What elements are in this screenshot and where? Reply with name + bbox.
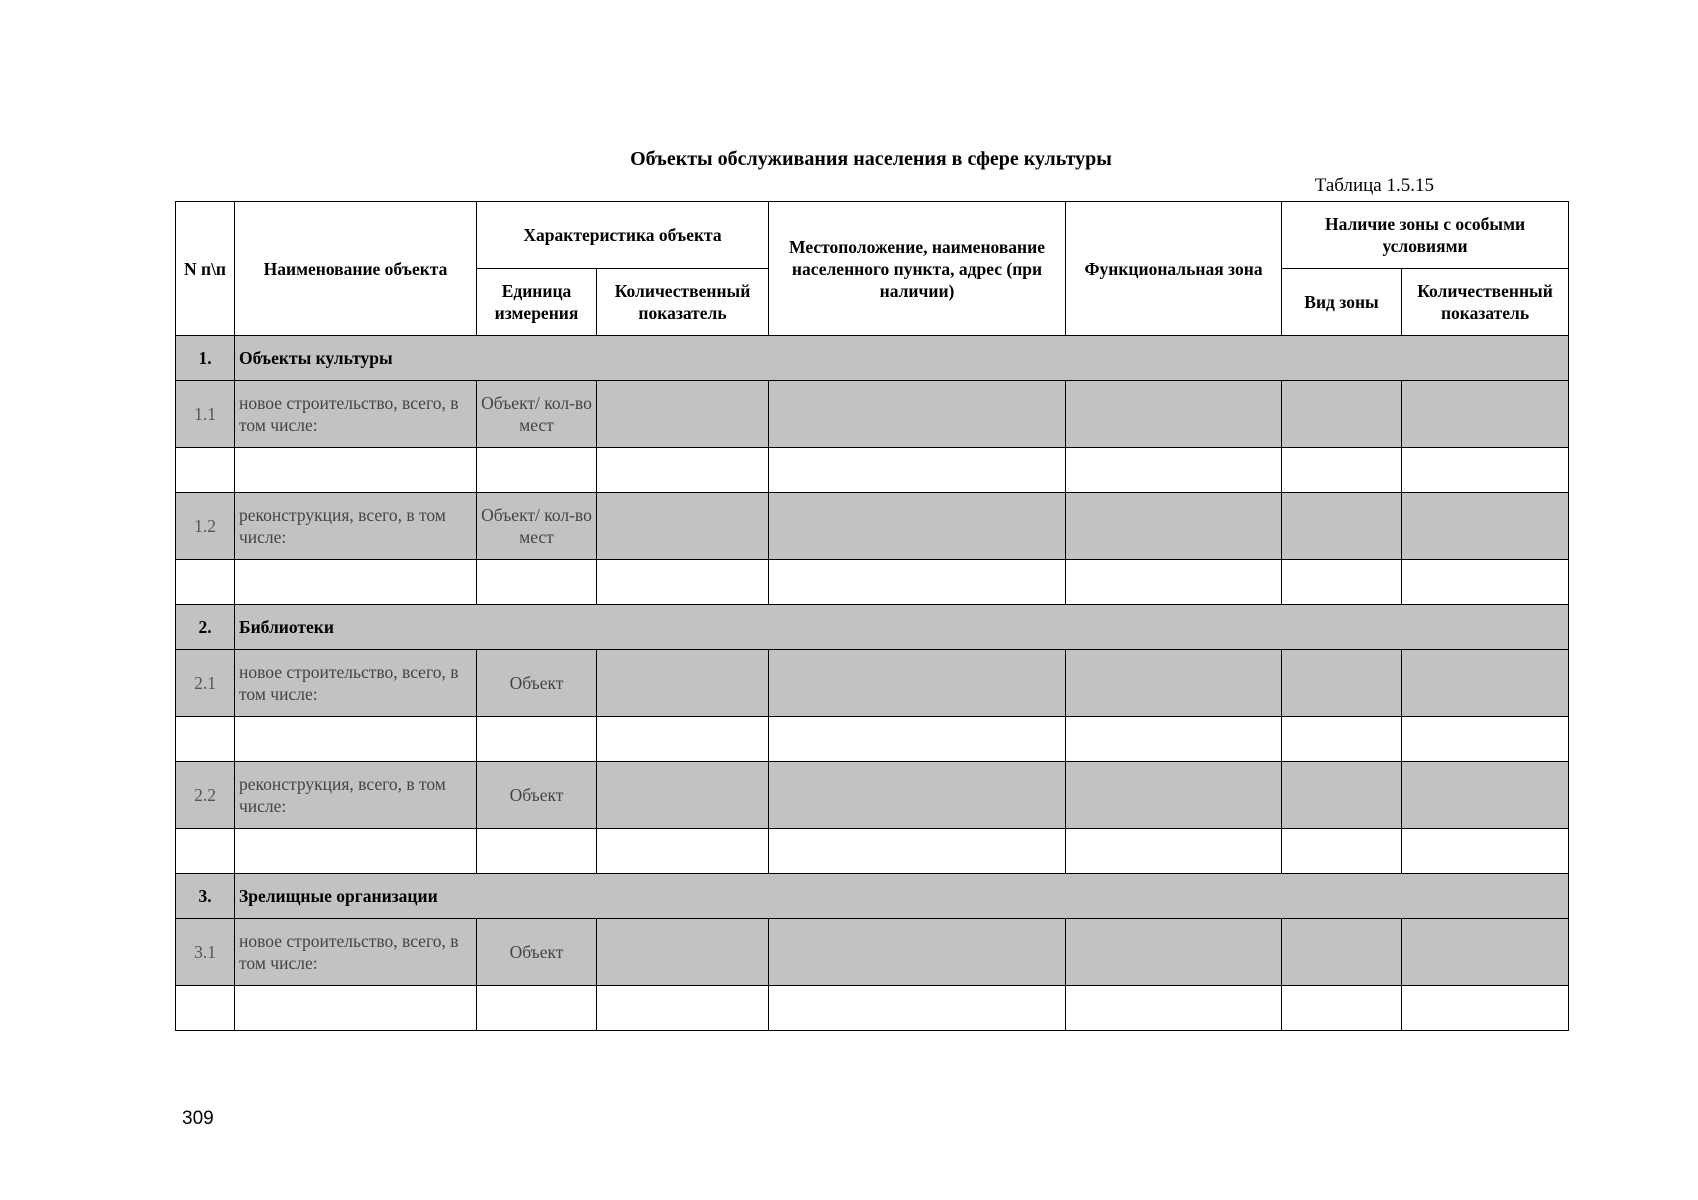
blank-cell (597, 829, 769, 874)
item-row (176, 650, 1569, 717)
blank-cell (176, 717, 235, 762)
blank-cell (477, 986, 597, 1031)
item-row (176, 919, 1569, 986)
item-number: 3.1 (176, 919, 235, 986)
blank-cell (477, 829, 597, 874)
blank-cell (769, 717, 1066, 762)
blank-row (176, 448, 1569, 493)
item-zone-type-cell (1282, 381, 1402, 448)
header-function-zone: Функциональная зона (1066, 202, 1282, 336)
item-quantity-cell (597, 762, 769, 829)
blank-cell (597, 986, 769, 1031)
header-zone-type: Вид зоны (1282, 269, 1402, 336)
item-unit: Объект/ кол-во мест (477, 381, 597, 448)
blank-row (176, 717, 1569, 762)
item-name: реконструкция, всего, в том числе: (235, 762, 477, 829)
blank-cell (1282, 560, 1402, 605)
blank-cell (235, 560, 477, 605)
item-location-cell (769, 762, 1066, 829)
blank-cell (1066, 829, 1282, 874)
blank-cell (1282, 829, 1402, 874)
table-number: Таблица 1.5.15 (1314, 175, 1434, 196)
blank-cell (235, 717, 477, 762)
group-number: 1. (176, 336, 235, 381)
blank-cell (597, 448, 769, 493)
blank-cell (769, 560, 1066, 605)
blank-cell (1282, 448, 1402, 493)
blank-cell (1402, 560, 1569, 605)
blank-cell (477, 717, 597, 762)
item-name: новое строительство, всего, в том числе: (235, 381, 477, 448)
blank-cell (477, 560, 597, 605)
group-number: 2. (176, 605, 235, 650)
blank-cell (1282, 717, 1402, 762)
blank-cell (769, 829, 1066, 874)
item-zone-type-cell (1282, 762, 1402, 829)
item-location-cell (769, 919, 1066, 986)
blank-cell (597, 560, 769, 605)
blank-cell (235, 829, 477, 874)
item-row (176, 381, 1569, 448)
item-zone-quantity-cell (1402, 493, 1569, 560)
blank-row (176, 986, 1569, 1031)
item-zone-quantity-cell (1402, 919, 1569, 986)
blank-cell (176, 448, 235, 493)
blank-row (176, 829, 1569, 874)
item-zone-quantity-cell (1402, 381, 1569, 448)
item-name: реконструкция, всего, в том числе: (235, 493, 477, 560)
item-row (176, 762, 1569, 829)
item-function-zone-cell (1066, 919, 1282, 986)
item-number: 2.1 (176, 650, 235, 717)
blank-cell (1402, 717, 1569, 762)
blank-cell (1402, 829, 1569, 874)
group-row (176, 605, 1569, 650)
item-unit: Объект (477, 650, 597, 717)
item-zone-type-cell (1282, 919, 1402, 986)
header-name: Наименование объекта (235, 202, 477, 336)
group-row (176, 336, 1569, 381)
group-name: Объекты культуры (235, 336, 1569, 381)
header-location: Местоположение, наименование населенного пункта, адрес (при наличии) (769, 202, 1066, 336)
blank-cell (1066, 986, 1282, 1031)
header-num: N п\п (176, 202, 235, 336)
item-number: 2.2 (176, 762, 235, 829)
header-characteristic: Характеристика объекта (477, 202, 769, 269)
item-function-zone-cell (1066, 762, 1282, 829)
item-unit: Объект (477, 762, 597, 829)
item-row (176, 493, 1569, 560)
blank-cell (235, 448, 477, 493)
item-location-cell (769, 650, 1066, 717)
blank-cell (769, 448, 1066, 493)
blank-cell (1402, 986, 1569, 1031)
group-name: Зрелищные организации (235, 874, 1569, 919)
blank-cell (477, 448, 597, 493)
blank-cell (176, 560, 235, 605)
item-zone-quantity-cell (1402, 650, 1569, 717)
header-zone-quantity: Количественный показатель (1402, 269, 1569, 336)
item-quantity-cell (597, 493, 769, 560)
blank-cell (176, 986, 235, 1031)
item-zone-type-cell (1282, 493, 1402, 560)
header-row-top (176, 202, 1569, 269)
item-quantity-cell (597, 381, 769, 448)
item-location-cell (769, 493, 1066, 560)
item-name: новое строительство, всего, в том числе: (235, 650, 477, 717)
item-zone-quantity-cell (1402, 762, 1569, 829)
item-number: 1.1 (176, 381, 235, 448)
blank-cell (1066, 448, 1282, 493)
item-function-zone-cell (1066, 493, 1282, 560)
item-name: новое строительство, всего, в том числе: (235, 919, 477, 986)
blank-cell (597, 717, 769, 762)
item-unit: Объект (477, 919, 597, 986)
group-number: 3. (176, 874, 235, 919)
item-quantity-cell (597, 650, 769, 717)
blank-cell (1282, 986, 1402, 1031)
item-function-zone-cell (1066, 650, 1282, 717)
blank-cell (1066, 717, 1282, 762)
group-name: Библиотеки (235, 605, 1569, 650)
blank-row (176, 560, 1569, 605)
page-number: 309 (182, 1108, 214, 1129)
header-unit: Единица измерения (477, 269, 597, 336)
item-zone-type-cell (1282, 650, 1402, 717)
item-number: 1.2 (176, 493, 235, 560)
blank-cell (1066, 560, 1282, 605)
blank-cell (1402, 448, 1569, 493)
blank-cell (235, 986, 477, 1031)
header-special-zone: Наличие зоны с особыми условиями (1282, 202, 1569, 269)
blank-cell (769, 986, 1066, 1031)
item-function-zone-cell (1066, 381, 1282, 448)
item-unit: Объект/ кол-во мест (477, 493, 597, 560)
item-location-cell (769, 381, 1066, 448)
header-quantity: Количественный показатель (597, 269, 769, 336)
document-title: Объекты обслуживания населения в сфере культуры (630, 148, 1112, 170)
group-row (176, 874, 1569, 919)
culture-facilities-table (175, 201, 1569, 1031)
item-quantity-cell (597, 919, 769, 986)
blank-cell (176, 829, 235, 874)
